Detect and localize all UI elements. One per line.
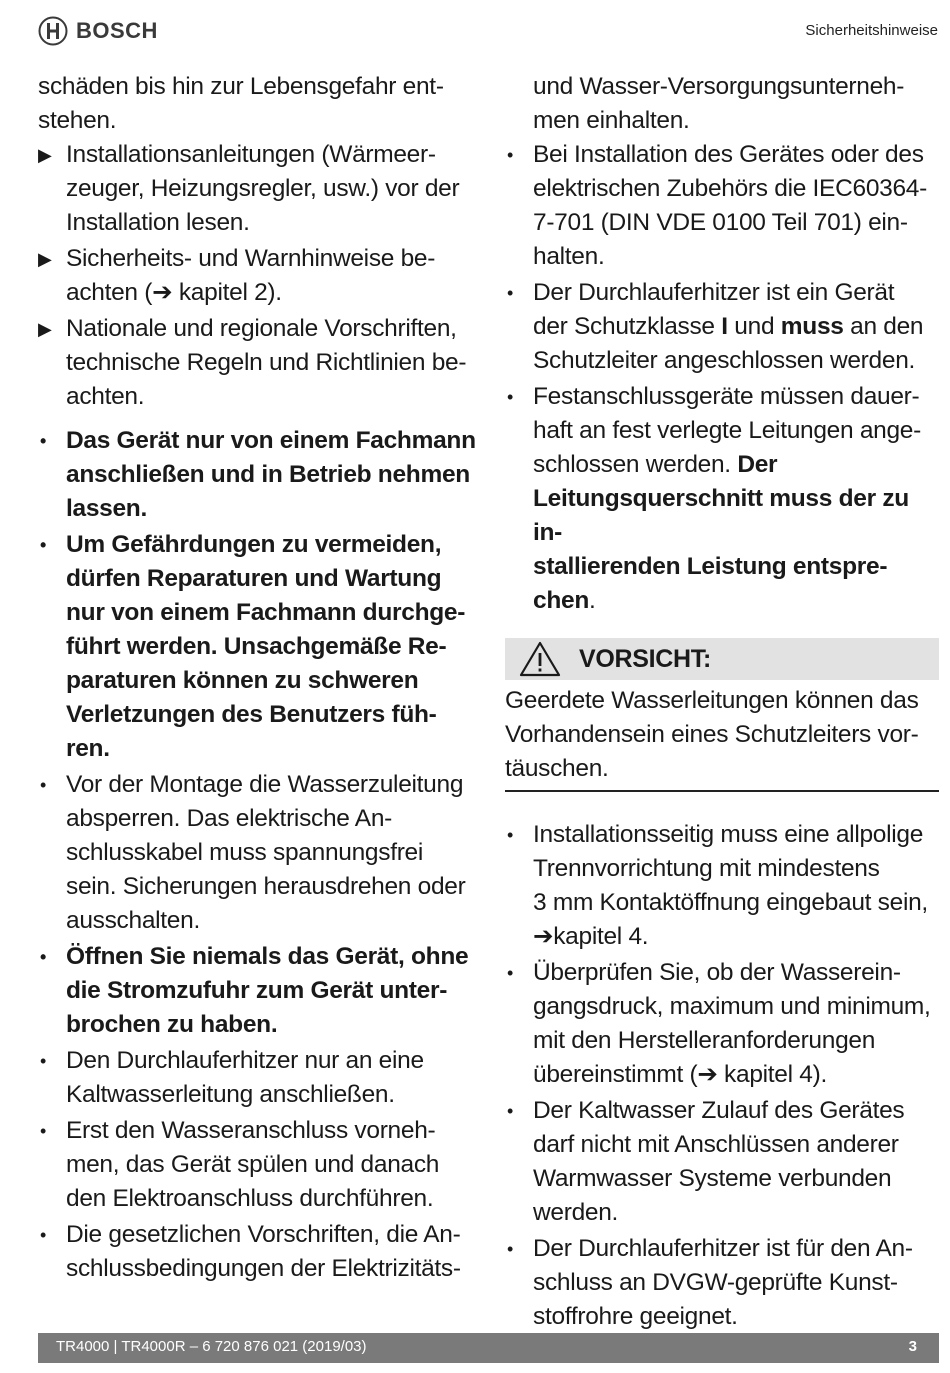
bullet-icon: • (507, 283, 514, 303)
bullet-icon: • (40, 535, 47, 555)
caution-box (505, 638, 939, 792)
list-item (38, 242, 478, 310)
item-text: an den Schutzleiter angeschlossen werden. (533, 313, 924, 374)
bullet-icon: • (40, 1051, 47, 1071)
arrow-marker-icon: ▶ (38, 145, 52, 165)
bullet-icon: • (40, 1121, 47, 1141)
section-title: Sicherheitshinweise (805, 22, 938, 39)
list-item (38, 940, 478, 1042)
arrow-marker-icon: ▶ (38, 319, 52, 339)
list-item (505, 380, 939, 618)
list-item (505, 138, 939, 274)
intro-text: schäden bis hin zur Lebensgefahr ent- stehen. (38, 73, 444, 134)
list-item (38, 424, 478, 526)
bullet-icon: • (40, 947, 47, 967)
caution-text: Geerdete Wasserleitungen können das Vorhandensein eines Schutzleiters vor- täuschen. (505, 680, 939, 792)
item-text-bold: I (721, 313, 728, 340)
bullet-icon: • (507, 1239, 514, 1259)
bullet-icon: • (40, 1225, 47, 1245)
caution-header (505, 638, 939, 680)
list-item (38, 768, 478, 938)
item-text: . (588, 587, 596, 614)
item-text: Öffnen Sie niemals das Gerät, ohne die Stromzufuhr zum Gerät unter- brochen zu haben. (66, 943, 469, 1038)
item-text: Den Durchlauferhitzer nur an eine Kaltwasserleitung anschließen. (66, 1047, 424, 1108)
document-id: TR4000 | TR4000R – 6 720 876 021 (2019/03) (56, 1338, 367, 1355)
item-text: und (727, 313, 781, 340)
bullet-icon: • (40, 431, 47, 451)
item-text: Erst den Wasseranschluss vorneh- men, das Gerät spülen und danach den Elektroanschluss durchführen. (66, 1117, 440, 1212)
bosch-logo (38, 16, 158, 46)
item-text: Um Gefährdungen zu vermeiden, dürfen Reparaturen und Wartung nur von einem Fachmann durchge- führt werden. Unsachgemäße Re- paraturen können zu schweren Verletzungen des Benutzers füh- ren. (66, 531, 466, 762)
right-column (505, 70, 939, 1336)
item-text: Vor der Montage die Wasserzuleitung absperren. Das elektrische An- schlusskabel muss spannungsfrei sein. Sicherungen herausdrehen oder ausschalten. (66, 771, 466, 934)
brand-name: BOSCH (76, 18, 158, 43)
bullet-icon: • (507, 963, 514, 983)
bullet-icon: • (507, 387, 514, 407)
bullet-icon: • (507, 1101, 514, 1121)
item-text: Sicherheits- und Warnhinweise be- achten (➔ kapitel 2). (66, 245, 436, 306)
list-item (505, 956, 939, 1092)
item-text-bold: muss (780, 313, 844, 340)
caution-title: VORSICHT: (579, 645, 712, 673)
intro-text: und Wasser-Versorgungsunterneh- men einhalten. (533, 73, 905, 134)
list-item (505, 1094, 939, 1230)
list-item (38, 138, 478, 240)
item-text: Der Durchlauferhitzer ist ein Gerät der Schutzklasse (533, 279, 895, 340)
bullet-icon: • (507, 145, 514, 165)
item-text: Nationale und regionale Vorschriften, technische Regeln und Richtlinien be- achten. (66, 315, 467, 410)
page-footer (38, 1333, 939, 1363)
warning-triangle-icon (519, 641, 561, 677)
bullet-icon: • (507, 825, 514, 845)
item-text: Festanschlussgeräte müssen dauer- haft an fest verlegte Leitungen ange- schlossen werden. (533, 383, 921, 478)
left-column (38, 70, 478, 1288)
list-item (505, 818, 939, 954)
list-item (38, 1114, 478, 1216)
item-text: Der Durchlauferhitzer ist für den An- schluss an DVGW-geprüfte Kunst- stoffrohre geeignet. (533, 1235, 913, 1330)
bullet-icon: • (40, 775, 47, 795)
list-item (38, 312, 478, 414)
list-item (505, 1232, 939, 1334)
item-text: Bei Installation des Gerätes oder des elektrischen Zubehörs die IEC60364- 7-701 (DIN VDE 0100 Teil 701) ein- halten. (533, 141, 927, 270)
list-item (38, 1044, 478, 1112)
list-item (505, 276, 939, 378)
item-text: Installationsanleitungen (Wärmeer- zeuger, Heizungsregler, usw.) vor der Installation lesen. (66, 141, 460, 236)
item-text: Überprüfen Sie, ob der Wasserein- gangsdruck, maximum und minimum, mit den Herstelleranforderungen übereinstimmt (➔ kapitel 4). (533, 959, 931, 1088)
item-text: Installationsseitig muss eine allpolige Trennvorrichtung mit mindestens 3 mm Kontaktöffnung eingebaut sein, ➔kapitel 4. (533, 821, 928, 950)
arrow-marker-icon: ▶ (38, 249, 52, 269)
page-header (0, 0, 950, 62)
item-text: Die gesetzlichen Vorschriften, die An- schlussbedingungen der Elektrizitäts- (66, 1221, 461, 1282)
bosch-armature-icon (38, 16, 68, 46)
item-text-bold: Der Leitungsquerschnitt muss der zu in- stallierenden Leistung entspre- chen (533, 451, 909, 614)
list-item (38, 528, 478, 766)
item-text: Der Kaltwasser Zulauf des Gerätes darf nicht mit Anschlüssen anderer Warmwasser Systeme verbunden werden. (533, 1097, 905, 1226)
page-number: 3 (908, 1338, 917, 1355)
item-text: Das Gerät nur von einem Fachmann anschließen und in Betrieb nehmen lassen. (66, 427, 476, 522)
list-item (38, 1218, 478, 1286)
